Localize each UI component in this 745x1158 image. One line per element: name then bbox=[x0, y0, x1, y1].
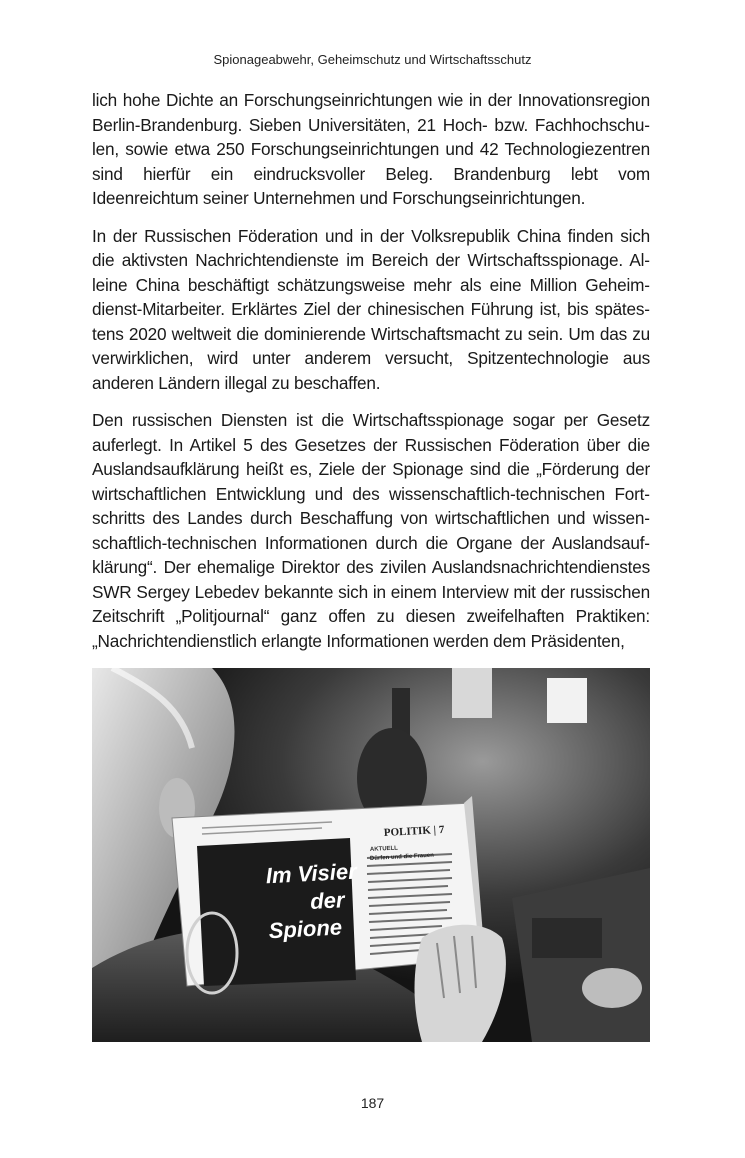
section-label: POLITIK | 7 bbox=[383, 823, 445, 839]
paragraph-3: Den russischen Diensten ist die Wirtschaftsspionage sogar per Gesetz auferlegt. In Artikel 5 des Gesetzes der Russischen Föderation über die Auslandsaufklärung heißt es, Ziele der Spionage sind die „Förderung der wirtschaftlichen Entwicklung und des wissenschaftlich-technischen Fortschritts des Landes durch Beschaffung von wirtschaftlichen und wissenschaftlich-technischen Informationen durch die Organe der Auslandsaufklärung“. Der ehemalige Direktor des zivilen Auslandsnachrichtendienstes SWR Sergey Lebedev bekannte sich in einem Interview mit der russischen Zeitschrift „Politjournal“ ganz offen zu diesen zweifelhaften Praktiken: „Nachrichtendienstlich erlangte Informationen werden dem Präsidenten, bbox=[92, 410, 650, 651]
cup bbox=[582, 968, 642, 1008]
body-text bbox=[92, 88, 650, 666]
paragraph-2: In der Russischen Föderation und in der Volksrepublik China finden sich die aktivsten Nachrichtendienste im Bereich der Wirtschaftsspionage. Alleine China beschäftigt schätzungsweise mehr als eine Million Geheimdienst-Mitarbeiter. Erklärtes Ziel der chinesischen Führung ist, bis spätestens 2020 weltweit die dominierende Wirtschaftsmacht zu sein. Um das zu verwirklichen, wird unter anderem versucht, Spitzentechnologie aus anderen Ländern illegal zu beschaffen. bbox=[92, 225, 650, 393]
svg-text:der: der bbox=[309, 887, 346, 914]
photo-illustration bbox=[92, 668, 650, 1042]
small-heading: AKTUELL bbox=[369, 845, 399, 853]
svg-text:Spione: Spione bbox=[268, 914, 343, 944]
page-number: 187 bbox=[360, 1095, 385, 1111]
paragraph-1: lich hohe Dichte an Forschungseinrichtungen wie in der Innovationsregion Berlin-Brandenburg. Sieben Universitäten, 21 Hoch- bzw. Fachhochschulen, sowie etwa 250 Forschungseinrichtungen und 42 Technologiezentren sind hierfür ein eindrucksvoller Beleg. Brandenburg lebt vom Ideenreichtum seiner Unternehmen und Forschungseinrichtungen. bbox=[92, 90, 650, 208]
sub-heading: Dürfen und die Frauen bbox=[369, 852, 435, 862]
newspaper-reader-photo bbox=[92, 668, 650, 1042]
window-light bbox=[547, 678, 587, 723]
window-light bbox=[452, 668, 492, 718]
svg-text:Im Visier: Im Visier bbox=[265, 858, 358, 889]
running-header: Spionageabwehr, Geheimschutz und Wirtschaftsschutz bbox=[213, 52, 532, 67]
